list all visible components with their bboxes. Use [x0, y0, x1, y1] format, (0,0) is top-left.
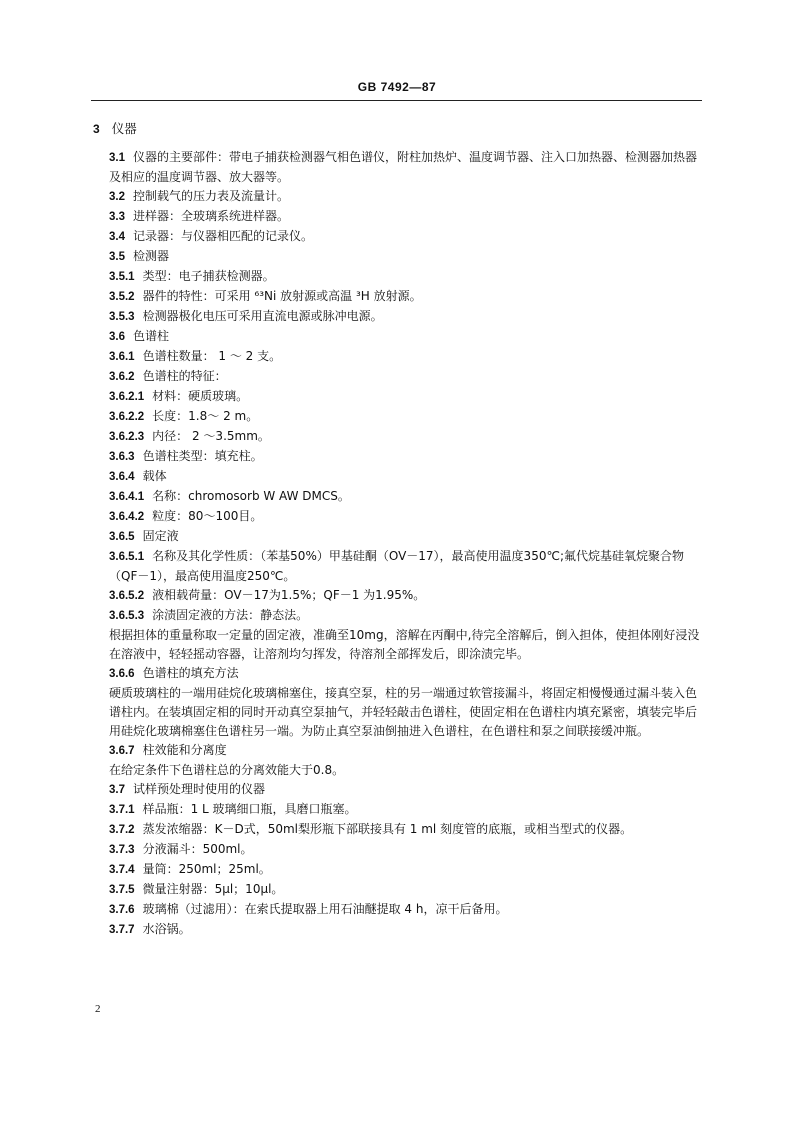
clause-3-6-4-1: 3.6.4.1 名称：chromosorb W AW DMCS。 — [109, 489, 350, 503]
clause-3-6: 3.6 色谱柱 — [109, 329, 170, 343]
document-code: GB 7492—87 — [357, 80, 437, 94]
clause-3-6-4-2: 3.6.4.2 粒度：80～100目。 — [109, 509, 263, 523]
clause-3-1: 3.1 仪器的主要部件：带电子捕获检测器气相色谱仪，附柱加热炉、温度调节器、注入口加热器、检测器加热器及相应的温度调节器、放大器等。 — [109, 150, 698, 184]
clause-3-6-2-2: 3.6.2.2 长度：1.8～ 2 m。 — [109, 409, 259, 423]
clause-3-7-6: 3.7.6 玻璃棉（过滤用）：在索氏提取器上用石油醚提取 4 h，凉干后备用。 — [109, 902, 508, 916]
header-rule — [91, 100, 702, 101]
clause-3-7-3: 3.7.3 分液漏斗：500ml。 — [109, 842, 253, 856]
section-title: 仪器 — [111, 121, 137, 136]
clause-3-5-2: 3.5.2 器件的特性：可采用 ⁶³Ni 放射源或高温 ³H 放射源。 — [109, 289, 422, 303]
paragraph-coating: 根据担体的重量称取一定量的固定液，准确至10mg，溶解在丙酮中,待完全溶解后，倒入担体，使担体刚好浸没在溶液中，轻轻摇动容器，让溶剂均匀挥发，待溶剂全部挥发后，即涂渍完毕。 — [109, 628, 700, 661]
clause-3-6-2-1: 3.6.2.1 材料：硬质玻璃。 — [109, 389, 249, 403]
clause-3-7-7: 3.7.7 水浴锅。 — [109, 922, 191, 936]
clause-3-6-4: 3.6.4 载体 — [109, 469, 167, 483]
clause-3-6-2-3: 3.6.2.3 内径： 2 ～3.5mm。 — [109, 429, 270, 443]
clause-3-6-5-2: 3.6.5.2 液相载荷量：OV－17为1.5%；QF－1 为1.95%。 — [109, 588, 426, 602]
clause-3-7: 3.7 试样预处理时使用的仪器 — [109, 782, 266, 796]
clause-3-5-3: 3.5.3 检测器极化电压可采用直流电源或脉冲电源。 — [109, 309, 383, 323]
clause-3-6-3: 3.6.3 色谱柱类型：填充柱。 — [109, 449, 263, 463]
clause-3-7-2: 3.7.2 蒸发浓缩器：K－D式，50ml梨形瓶下部联接具有 1 ml 刻度管的底瓶，或相当型式的仪器。 — [109, 822, 633, 836]
clause-3-4: 3.4 记录器：与仪器相匹配的记录仪。 — [109, 229, 314, 243]
section-number: 3 — [93, 122, 100, 136]
clause-3-6-5: 3.6.5 固定液 — [109, 529, 179, 543]
clause-3-7-1: 3.7.1 样品瓶：1 L 玻璃细口瓶，具磨口瓶塞。 — [109, 802, 357, 816]
clause-3-6-2: 3.6.2 色谱柱的特征： — [109, 369, 227, 383]
clause-3-6-5-3: 3.6.5.3 涂渍固定液的方法：静态法。 — [109, 608, 309, 622]
clause-3-6-1: 3.6.1 色谱柱数量： 1 ～ 2 支。 — [109, 349, 282, 363]
clause-3-5-1: 3.5.1 类型：电子捕获检测器。 — [109, 269, 275, 283]
clause-3-6-5-1: 3.6.5.1 名称及其化学性质：（苯基50%）甲基硅酮（OV－17），最高使用温度350℃;氟代烷基硅氧烷聚合物（QF－1），最高使用温度250℃。 — [109, 549, 684, 583]
paragraph-packing: 硬质玻璃柱的一端用硅烷化玻璃棉塞住，接真空泵，柱的另一端通过软管接漏斗，将固定相慢慢通过漏斗装入色谱柱内。在装填固定相的同时开动真空泵抽气，并轻轻敲击色谱柱，使固定相在色谱柱内填充紧密，填装完毕后用硅烷化玻璃棉塞住色谱柱另一端。为防止真空泵油倒抽进入色谱柱，在色谱柱和泵之间联接缓冲瓶。 — [109, 686, 698, 738]
paragraph-efficiency: 在给定条件下色谱柱总的分离效能大于0.8。 — [109, 763, 345, 777]
clause-3-6-6: 3.6.6 色谱柱的填充方法 — [109, 666, 239, 680]
clause-3-5: 3.5 检测器 — [109, 249, 170, 263]
clause-3-3: 3.3 进样器：全玻璃系统进样器。 — [109, 209, 290, 223]
page-number: 2 — [95, 1003, 101, 1015]
clause-3-2: 3.2 控制载气的压力表及流量计。 — [109, 189, 290, 203]
clause-3-7-4: 3.7.4 量筒：250ml；25ml。 — [109, 862, 271, 876]
document-body — [93, 119, 701, 940]
clause-3-7-5: 3.7.5 微量注射器：5µl；10µl。 — [109, 882, 284, 896]
section-heading — [93, 119, 701, 139]
clause-3-6-7: 3.6.7 柱效能和分离度 — [109, 743, 227, 757]
